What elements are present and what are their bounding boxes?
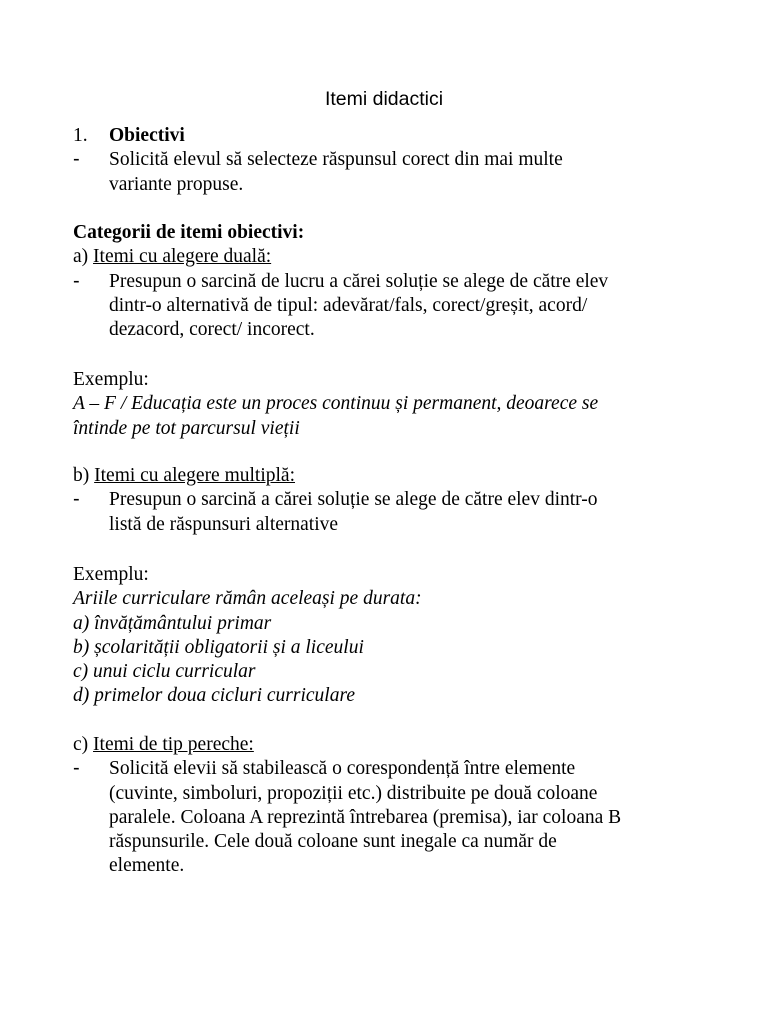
section-obiectivi — [73, 124, 713, 197]
bullet-item — [73, 488, 713, 537]
bullet-line: (cuvinte, simboluri, propoziții etc.) distribuite pe două coloane — [109, 782, 598, 804]
section-heading: Obiectivi — [109, 125, 185, 146]
example-line: A – F / Educația este un proces continuu și permanent, deoarece se — [73, 393, 599, 415]
bullet-dash: - — [73, 488, 80, 511]
bullet-item — [73, 270, 713, 343]
item-label: Itemi cu alegere multiplă: — [94, 465, 295, 486]
example-option: c) unui ciclu curricular — [73, 661, 256, 683]
example-label: Exemplu: — [73, 564, 149, 585]
bullet-line: elemente. — [109, 855, 185, 877]
bullet-item — [73, 148, 713, 197]
example-label: Exemplu: — [73, 369, 149, 390]
numbered-heading — [73, 124, 713, 148]
item-prefix: a) — [73, 246, 94, 268]
bullet-line: Presupun o sarcină de lucru a cărei soluție se alege de către elev — [109, 270, 609, 292]
item-c — [73, 733, 713, 879]
bullet-line: dintr-o alternativă de tipul: adevărat/fals, corect/greșit, acord/ — [109, 294, 588, 316]
bullet-line: paralele. Coloana A reprezintă întrebarea (premisa), iar coloana B — [109, 806, 622, 828]
bullet-line: listă de răspunsuri alternative — [109, 513, 339, 535]
example-a — [73, 368, 713, 441]
example-b — [73, 563, 713, 709]
section-number: 1. — [73, 125, 88, 146]
example-option: a) învățământului primar — [73, 612, 272, 634]
item-b-heading — [73, 464, 713, 488]
example-option: b) școlarității obligatorii și a liceului — [73, 636, 364, 658]
item-prefix: b) — [73, 465, 95, 486]
example-option: d) primelor doua cicluri curriculare — [73, 685, 355, 707]
bullet-line: Solicită elevii să stabilească o corespondență între elemente — [109, 758, 576, 780]
bullet-dash: - — [73, 148, 80, 171]
bullet-dash: - — [73, 269, 80, 292]
item-prefix: c) — [73, 734, 94, 755]
item-label: Itemi de tip pereche: — [93, 734, 254, 755]
bullet-line: dezacord, corect/ incorect. — [109, 319, 315, 341]
bullet-line: răspunsurile. Cele două coloane sunt inegale ca număr de — [109, 831, 557, 853]
section-categories — [73, 221, 713, 342]
item-a-heading — [73, 245, 713, 269]
bullet-line: Solicită elevul să selecteze răspunsul corect din mai multe — [109, 149, 563, 171]
example-line: Ariile curriculare rămân aceleași pe durata: — [73, 588, 422, 610]
bullet-item — [73, 757, 713, 878]
item-label: Itemi cu alegere duală: — [93, 246, 272, 268]
categories-heading: Categorii de itemi obiectivi: — [73, 222, 305, 243]
bullet-line: variante propuse. — [109, 173, 244, 195]
bullet-line: Presupun o sarcină a cărei soluție se alege de către elev dintr-o — [109, 489, 598, 511]
bullet-dash: - — [73, 757, 80, 780]
example-line: întinde pe tot parcursul vieții — [73, 417, 300, 439]
item-b — [73, 464, 713, 537]
document-title: Itemi didactici — [324, 88, 444, 110]
item-c-heading — [73, 733, 713, 757]
